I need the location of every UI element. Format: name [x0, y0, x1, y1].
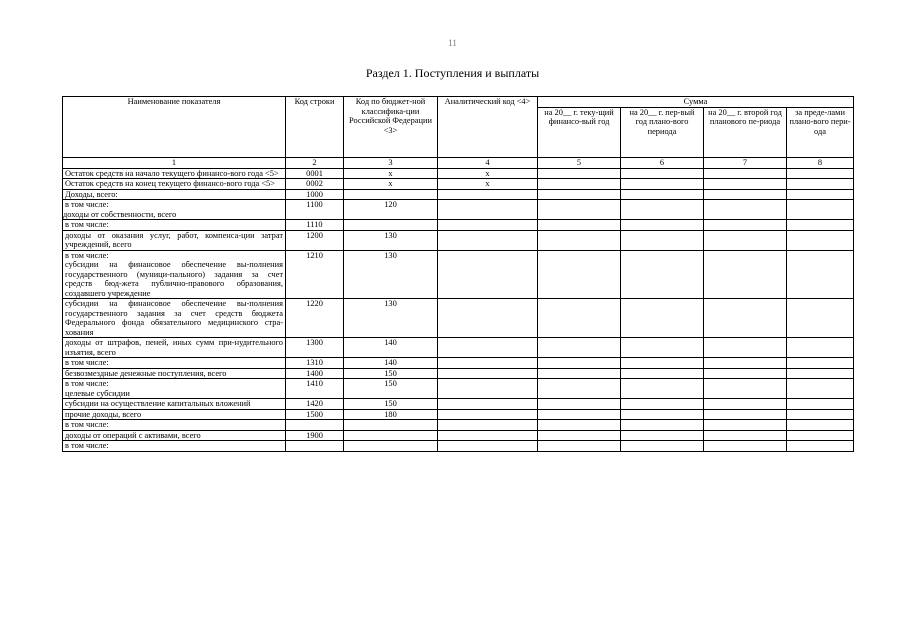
header-budget-code: Код по бюджет-ной классифика-ции Российской Федерации <3> — [344, 97, 438, 158]
sum-cell[interactable] — [621, 399, 704, 410]
sum-cell[interactable] — [538, 409, 621, 420]
sum-cell[interactable] — [787, 379, 854, 399]
sum-cell[interactable] — [704, 200, 787, 220]
sum-cell[interactable] — [621, 250, 704, 299]
indicator-name-text: субсидии на финансовое обеспечение вы-полнения государственного задания за счет средств бюджета Федерального фонда обязательного медицинского стра-хования — [65, 299, 283, 337]
analytic-code — [438, 379, 538, 399]
budget-code — [344, 220, 438, 231]
col-number: 6 — [621, 157, 704, 168]
row-code: 0002 — [286, 179, 344, 190]
sum-cell[interactable] — [621, 230, 704, 250]
sum-cell[interactable] — [704, 358, 787, 369]
row-code — [286, 441, 344, 452]
analytic-code — [438, 441, 538, 452]
table-row — [63, 441, 854, 452]
header-sum-second-plan-year: на 20__ г. второй год планового пе-риода — [704, 107, 787, 157]
indicator-name-text: в том числе: — [65, 441, 109, 450]
analytic-code — [438, 250, 538, 299]
col-number: 4 — [438, 157, 538, 168]
sum-cell[interactable] — [704, 338, 787, 358]
table-body — [63, 168, 854, 451]
sum-cell[interactable] — [621, 420, 704, 431]
sum-cell[interactable] — [704, 230, 787, 250]
sum-cell[interactable] — [621, 338, 704, 358]
budget-code: x — [344, 168, 438, 179]
sum-cell[interactable] — [787, 368, 854, 379]
analytic-code — [438, 230, 538, 250]
budget-code — [344, 189, 438, 200]
indicator-name — [63, 420, 286, 431]
table-row — [63, 250, 854, 299]
sum-cell[interactable] — [704, 379, 787, 399]
analytic-code — [438, 368, 538, 379]
sum-cell[interactable] — [538, 250, 621, 299]
table-row — [63, 399, 854, 410]
table-row — [63, 430, 854, 441]
budget-code — [344, 430, 438, 441]
indicator-name-text: Остаток средств на начало текущего финансо-вого года <5> — [65, 168, 279, 178]
sum-cell[interactable] — [621, 179, 704, 190]
sum-cell[interactable] — [621, 409, 704, 420]
indicator-name-text: доходы от операций с активами, всего — [65, 430, 201, 440]
sum-cell[interactable] — [787, 441, 854, 452]
table-row — [63, 189, 854, 200]
header-sum-beyond-plan: за преде-лами плано-вого пери-ода — [787, 107, 854, 157]
indicator-name-text: Остаток средств на конец текущего финансо-вого года <5> — [65, 179, 275, 188]
sum-cell[interactable] — [704, 399, 787, 410]
budget-code: 130 — [344, 250, 438, 299]
row-code: 1310 — [286, 358, 344, 369]
page-number: 11 — [448, 38, 457, 48]
sum-cell[interactable] — [704, 420, 787, 431]
sum-cell[interactable] — [787, 358, 854, 369]
analytic-code — [438, 220, 538, 231]
col-number: 3 — [344, 157, 438, 168]
sum-cell[interactable] — [787, 230, 854, 250]
sum-cell[interactable] — [538, 220, 621, 231]
sum-cell[interactable] — [787, 299, 854, 338]
indicator-name-text: доходы от оказания услуг, работ, компенса-ции затрат учреждений, всего — [65, 230, 283, 249]
row-code — [286, 420, 344, 431]
indicator-name — [63, 368, 286, 379]
indicator-name — [63, 200, 286, 220]
indicator-name — [63, 358, 286, 369]
budget-code: 140 — [344, 358, 438, 369]
sum-cell[interactable] — [538, 338, 621, 358]
section-title: Раздел 1. Поступления и выплаты — [365, 66, 540, 80]
sum-cell[interactable] — [538, 168, 621, 179]
sum-cell[interactable] — [621, 430, 704, 441]
sum-cell[interactable] — [538, 200, 621, 220]
sum-cell[interactable] — [621, 368, 704, 379]
sum-cell[interactable] — [787, 168, 854, 179]
indicator-name — [63, 179, 286, 190]
analytic-code — [438, 358, 538, 369]
sum-cell[interactable] — [787, 189, 854, 200]
table-row — [63, 409, 854, 420]
sum-cell[interactable] — [704, 189, 787, 200]
indicator-name-text: в том числе: — [65, 220, 109, 229]
col-number: 5 — [538, 157, 621, 168]
indicator-name — [63, 250, 286, 299]
budget-code — [344, 420, 438, 431]
indicator-name-text: в том числе: — [65, 358, 109, 367]
sum-cell[interactable] — [787, 430, 854, 441]
column-number-row — [63, 157, 854, 168]
sum-cell[interactable] — [787, 250, 854, 299]
table-row — [63, 379, 854, 399]
row-code: 1900 — [286, 430, 344, 441]
sum-cell[interactable] — [787, 200, 854, 220]
sum-cell[interactable] — [787, 420, 854, 431]
sum-cell[interactable] — [704, 409, 787, 420]
sum-cell[interactable] — [704, 168, 787, 179]
sum-cell[interactable] — [538, 179, 621, 190]
sum-cell[interactable] — [787, 399, 854, 410]
col-number: 2 — [286, 157, 344, 168]
receipts-payments-table — [62, 96, 854, 452]
indicator-name — [63, 430, 286, 441]
analytic-code — [438, 299, 538, 338]
sum-cell[interactable] — [787, 409, 854, 420]
indicator-name-text: прочие доходы, всего — [65, 409, 142, 419]
indicator-name-text: в том числе: — [65, 379, 109, 388]
budget-code: 150 — [344, 399, 438, 410]
row-code: 1200 — [286, 230, 344, 250]
sum-cell[interactable] — [704, 430, 787, 441]
budget-code: 180 — [344, 409, 438, 420]
indicator-name — [63, 299, 286, 338]
sum-cell[interactable] — [787, 338, 854, 358]
table-row — [63, 220, 854, 231]
sum-cell[interactable] — [538, 430, 621, 441]
indicator-name-subtext: субсидии на финансовое обеспечение вы-полнения государственного (муници-пального) задания за счет средств бюд-жета публично-правового образования, создавшего учреждение — [65, 260, 283, 298]
col-number: 8 — [787, 157, 854, 168]
table-row — [63, 179, 854, 190]
analytic-code — [438, 420, 538, 431]
header-sum: Сумма — [538, 97, 854, 108]
col-number: 1 — [63, 157, 286, 168]
table-row — [63, 338, 854, 358]
budget-code: 140 — [344, 338, 438, 358]
indicator-name-text: в том числе: — [65, 250, 109, 260]
header-row — [63, 97, 854, 108]
sum-cell[interactable] — [621, 379, 704, 399]
row-code: 1000 — [286, 189, 344, 200]
sum-cell[interactable] — [538, 399, 621, 410]
sum-cell[interactable] — [704, 299, 787, 338]
analytic-code — [438, 430, 538, 441]
sum-cell[interactable] — [704, 441, 787, 452]
table-row — [63, 420, 854, 431]
indicator-name-text: в том числе: — [65, 420, 109, 429]
sum-cell[interactable] — [538, 420, 621, 431]
row-code: 1210 — [286, 250, 344, 299]
indicator-name — [63, 189, 286, 200]
sum-cell[interactable] — [621, 189, 704, 200]
budget-code: x — [344, 179, 438, 190]
budget-code: 150 — [344, 368, 438, 379]
analytic-code: x — [438, 179, 538, 190]
row-code: 1100 — [286, 200, 344, 220]
indicator-name-text: безвозмездные денежные поступления, всего — [65, 368, 227, 378]
row-code: 1420 — [286, 399, 344, 410]
row-code: 1110 — [286, 220, 344, 231]
analytic-code — [438, 189, 538, 200]
budget-code — [344, 441, 438, 452]
analytic-code: x — [438, 168, 538, 179]
header-sum-current-year: на 20__ г. теку-щий финансо-вый год — [538, 107, 621, 157]
budget-code: 150 — [344, 379, 438, 399]
sum-cell[interactable] — [621, 358, 704, 369]
table-row — [63, 230, 854, 250]
analytic-code — [438, 399, 538, 410]
budget-code: 130 — [344, 230, 438, 250]
indicator-name — [63, 168, 286, 179]
indicator-name — [63, 409, 286, 420]
sum-cell[interactable] — [704, 179, 787, 190]
sum-cell[interactable] — [704, 220, 787, 231]
indicator-name — [63, 220, 286, 231]
sum-cell[interactable] — [621, 168, 704, 179]
row-code: 1220 — [286, 299, 344, 338]
sum-cell[interactable] — [621, 220, 704, 231]
header-code: Код строки — [286, 97, 344, 158]
row-code: 1400 — [286, 368, 344, 379]
indicator-name — [63, 338, 286, 358]
sum-cell[interactable] — [538, 358, 621, 369]
indicator-name-text: доходы от штрафов, пеней, иных сумм при-нудительного изъятия, всего — [65, 338, 283, 357]
col-number: 7 — [704, 157, 787, 168]
table-row — [63, 358, 854, 369]
sum-cell[interactable] — [704, 250, 787, 299]
header-analytic-code: Аналитический код <4> — [438, 97, 538, 158]
analytic-code — [438, 200, 538, 220]
indicator-name-text: субсидии на осуществление капитальных вложений — [65, 399, 251, 408]
indicator-name-subtext: целевые субсидии — [65, 388, 130, 398]
row-code: 1410 — [286, 379, 344, 399]
table-row — [63, 168, 854, 179]
indicator-name — [63, 379, 286, 399]
sum-cell[interactable] — [538, 441, 621, 452]
table-row — [63, 368, 854, 379]
sum-cell[interactable] — [538, 379, 621, 399]
sum-cell[interactable] — [704, 368, 787, 379]
budget-code: 120 — [344, 200, 438, 220]
row-code: 1500 — [286, 409, 344, 420]
sum-cell[interactable] — [538, 299, 621, 338]
header-sum-first-plan-year: на 20__ г. пер-вый год плано-вого периода — [621, 107, 704, 157]
row-code: 1300 — [286, 338, 344, 358]
sum-cell[interactable] — [621, 299, 704, 338]
sum-cell[interactable] — [787, 179, 854, 190]
indicator-name-text: в том числе: — [65, 200, 109, 209]
indicator-name — [63, 230, 286, 250]
analytic-code — [438, 409, 538, 420]
sum-cell[interactable] — [538, 189, 621, 200]
sum-cell[interactable] — [538, 230, 621, 250]
table-row — [63, 299, 854, 338]
sum-cell[interactable] — [787, 220, 854, 231]
indicator-name — [63, 399, 286, 410]
indicator-name — [63, 441, 286, 452]
header-name: Наименование показателя — [63, 97, 286, 158]
row-code: 0001 — [286, 168, 344, 179]
sum-cell[interactable] — [621, 200, 704, 220]
analytic-code — [438, 338, 538, 358]
table-row — [63, 200, 854, 220]
sum-cell[interactable] — [538, 368, 621, 379]
indicator-name-text: Доходы, всего: — [65, 189, 118, 199]
indicator-name-subtext: доходы от собственности, всего — [63, 209, 177, 219]
sum-cell[interactable] — [621, 441, 704, 452]
budget-code: 130 — [344, 299, 438, 338]
